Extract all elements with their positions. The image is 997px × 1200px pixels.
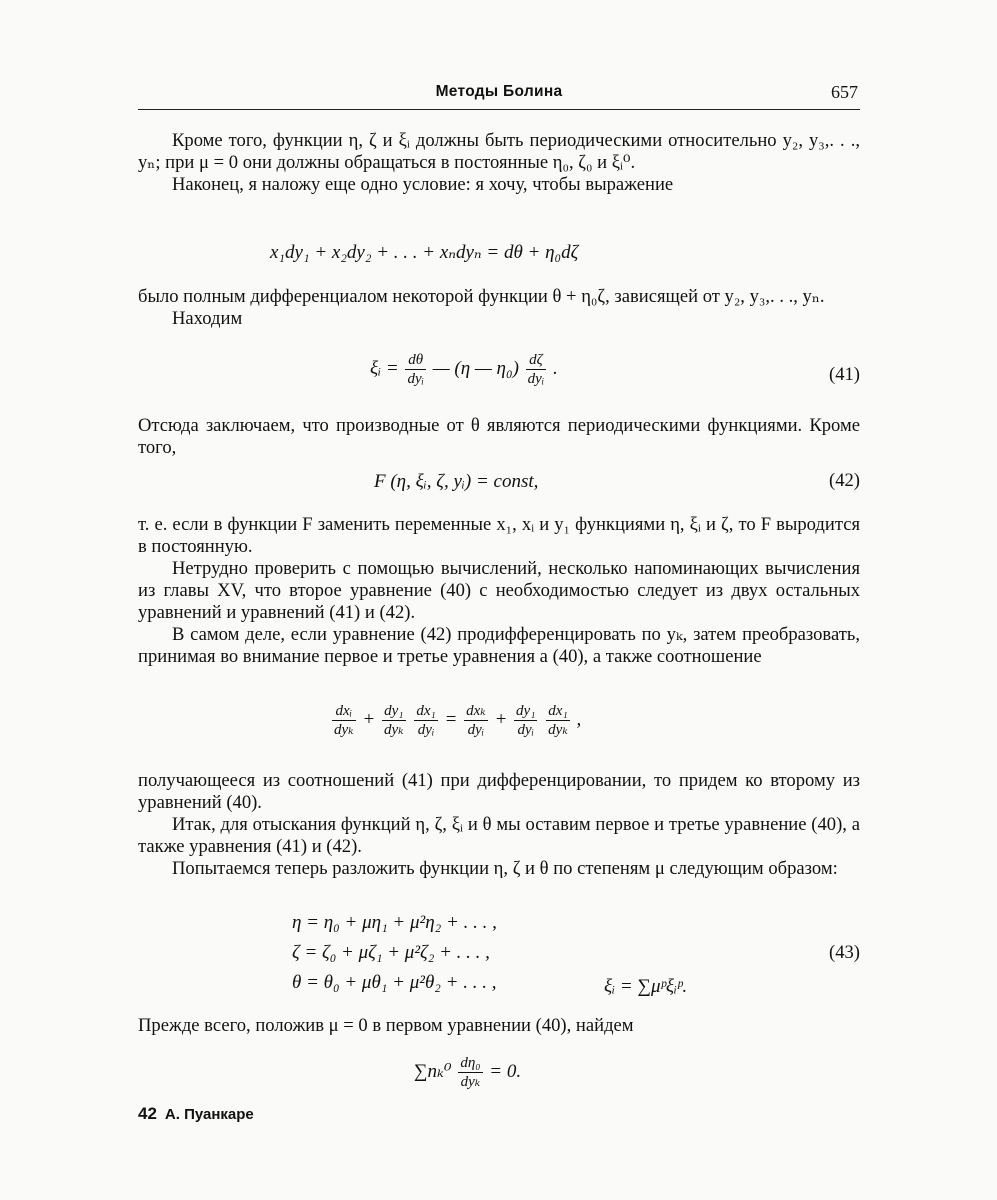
denominator: dyₖ	[334, 722, 354, 738]
fraction	[546, 702, 570, 739]
denominator: dyᵢ	[517, 722, 534, 738]
eq-text: +	[494, 708, 508, 730]
fraction	[414, 702, 437, 739]
paragraph-text: получающееся из соотношений (41) при дифференцировании, то придем ко второму из уравнений (40).	[138, 770, 860, 813]
eq-text: ,	[576, 708, 582, 730]
paragraph-text: Находим	[172, 308, 243, 329]
denominator: dyᵢ	[417, 722, 435, 738]
relation-derivatives	[330, 702, 581, 739]
numerator: dy₁	[516, 703, 536, 719]
eq-text: ∑nₖ⁰	[414, 1060, 452, 1082]
equation-42: F (η, ξᵢ, ζ, yᵢ) = const,	[374, 471, 539, 492]
denominator: dyₖ	[460, 1074, 481, 1090]
equation-xi-series: ξᵢ = ∑μᵖξᵢᵖ.	[604, 976, 688, 997]
paragraph-text: Итак, для отыскания функций η, ζ, ξᵢ и θ мы оставим первое и третье уравнение (40), а также уравнения (41) и (42).	[138, 814, 860, 857]
numerator: dη₀	[460, 1055, 481, 1071]
numerator: dxᵢ	[332, 702, 356, 721]
fraction	[458, 1054, 482, 1091]
signature-text: А. Пуанкаре	[164, 1106, 254, 1123]
fraction	[514, 702, 537, 739]
paragraph-text: В самом деле, если уравнение (42) продифференцировать по yₖ, затем преобразовать, принимая во внимание первое и третье уравнения а (40), а также соотношение	[138, 624, 860, 667]
equation-number-41: (41)	[829, 364, 860, 385]
running-title: Методы Болина	[435, 83, 563, 100]
paragraph-text: Нетрудно проверить с помощью вычислений, несколько напоминающих вычисления из главы XV, что второе уравнение (40) с необходимостью следует из двух остальных уравнений и уравнений (41) и (42).	[138, 558, 860, 623]
signature-number: 42	[138, 1104, 157, 1123]
eq-text: ξᵢ =	[370, 357, 399, 379]
fraction	[526, 351, 547, 388]
signature-footer	[138, 1104, 254, 1124]
denominator: dyᵢ	[527, 371, 545, 387]
page-number: 657	[831, 82, 858, 102]
paragraph-3	[138, 286, 860, 330]
equation-number-43: (43)	[829, 942, 860, 963]
paragraph-text: Кроме того, функции η, ζ и ξᵢ должны быть периодическими относительно y₂, y₃,. . ., yₙ; при μ = 0 они должны обращаться в постоянные η₀, ζ₀ и ξᵢ⁰.	[138, 130, 860, 173]
paragraph-text: Наконец, я наложу еще одно условие: я хочу, чтобы выражение	[172, 174, 674, 195]
paragraph-1	[138, 130, 860, 196]
numerator: dζ	[526, 351, 547, 370]
eq-line: θ = θ₀ + μθ₁ + μ²θ₂ + . . . ,	[292, 972, 497, 993]
numerator: dθ	[405, 351, 426, 370]
fraction	[405, 351, 426, 388]
denominator: dyₖ	[548, 722, 568, 738]
eq-text: = 0.	[489, 1060, 522, 1082]
equation-final	[414, 1054, 521, 1091]
numerator: dx₁	[416, 703, 436, 719]
paragraph-text: Прежде всего, положив μ = 0 в первом уравнении (40), найдем	[138, 1015, 634, 1036]
running-header	[138, 80, 860, 110]
paragraph-text: Попытаемся теперь разложить функции η, ζ и θ по степеням μ следующим образом:	[172, 858, 838, 879]
denominator: dyᵢ	[407, 371, 424, 387]
numerator: dy₁	[382, 702, 406, 721]
denominator: dyᵢ	[467, 722, 485, 738]
fraction	[332, 702, 356, 739]
equation-system-43	[292, 908, 497, 998]
paragraph-text: было полным дифференциалом некоторой функции θ + η₀ζ, зависящей от y₂, y₃,. . ., yₙ.	[138, 286, 825, 307]
eq-text: =	[444, 708, 458, 730]
equation-number-42: (42)	[829, 470, 860, 491]
equation-differential: x₁dy₁ + x₂dy₂ + . . . + xₙdyₙ = dθ + η₀dζ	[270, 242, 579, 263]
equation-41	[370, 351, 558, 388]
eq-line: ζ = ζ₀ + μζ₁ + μ²ζ₂ + . . . ,	[292, 942, 490, 963]
eq-text: .	[552, 357, 558, 379]
paragraph-12	[138, 1015, 860, 1037]
fraction	[464, 702, 488, 739]
header-rule	[138, 109, 860, 110]
paragraph-5	[138, 415, 860, 459]
eq-text: +	[362, 708, 376, 730]
fraction	[382, 702, 406, 739]
numerator: dxₖ	[466, 703, 486, 719]
paragraph-6	[138, 514, 860, 668]
numerator: dx₁	[546, 702, 570, 721]
denominator: dyₖ	[383, 722, 404, 738]
paragraph-9	[138, 770, 860, 880]
eq-text: — (η — η₀)	[432, 357, 519, 379]
paragraph-text: т. е. если в функции F заменить переменные x₁, xᵢ и y₁ функциями η, ξᵢ и ζ, то F выродится в постоянную.	[138, 514, 860, 557]
eq-line: η = η₀ + μη₁ + μ²η₂ + . . . ,	[292, 912, 497, 933]
paragraph-text: Отсюда заключаем, что производные от θ являются периодическими функциями. Кроме того,	[138, 415, 860, 458]
